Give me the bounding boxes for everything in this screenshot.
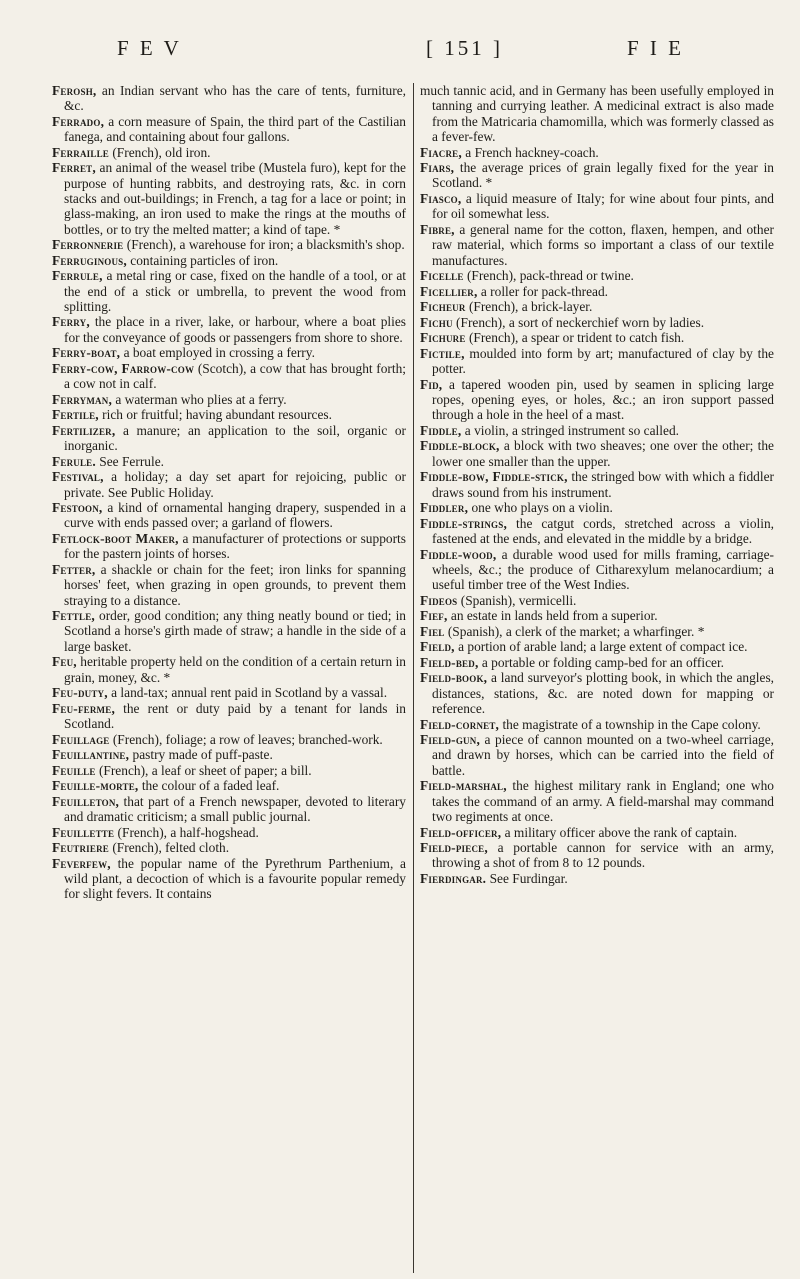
dictionary-entry <box>420 222 774 268</box>
entry-headword: Ferry-cow, Farrow-cow <box>52 360 195 376</box>
entry-definition: a tapered wooden pin, used by seamen in splicing large ropes, opening eyes, or holes, &c.; an iron support passed through a hole in the heel of a mast. <box>432 376 774 423</box>
entry-headword: Feuillette <box>52 824 115 840</box>
entry-headword: Fiddle-bow, Fiddle-stick, <box>420 469 568 485</box>
dictionary-entry <box>420 315 774 330</box>
entry-definition: the highest military rank in England; one who takes the command of an army. A field-marshal may command two regiments at once. <box>432 778 774 825</box>
dictionary-entry <box>52 732 406 747</box>
dictionary-entry <box>52 778 406 793</box>
dictionary-entry <box>420 871 774 886</box>
page-number: [ 151 ] <box>426 36 503 60</box>
entry-definition: a manufacturer of protections or supports for the pastern joints of horses. <box>64 530 406 562</box>
header-right-guideword: F I E <box>627 36 684 60</box>
entry-definition: (French), foliage; a row of leaves; branched-work. <box>109 731 383 747</box>
dictionary-entry <box>52 361 406 392</box>
entry-definition: a kind of ornamental hanging drapery, suspended in a curve with ends passed over; a garland of flowers. <box>64 500 406 531</box>
entry-headword: Fichu <box>420 314 453 330</box>
entry-headword: Fictile, <box>420 345 465 361</box>
dictionary-entry <box>52 825 406 840</box>
entry-headword: Fiars, <box>420 160 455 176</box>
dictionary-entry <box>420 639 774 654</box>
dictionary-entry <box>52 423 406 454</box>
entry-definition: one who plays on a violin. <box>468 500 613 516</box>
entry-definition: a liquid measure of Italy; for wine about four pints, and for oil somewhat less. <box>432 190 774 222</box>
entry-headword: Fetlock-boot Maker, <box>52 530 179 546</box>
entry-headword: Ferrule, <box>52 268 103 284</box>
dictionary-entry <box>420 284 774 299</box>
entry-headword: Fiel <box>420 623 445 639</box>
entry-headword: Fibre, <box>420 221 455 237</box>
right-column <box>420 83 774 1273</box>
dictionary-entry <box>52 562 406 608</box>
entry-headword: Field, <box>420 639 455 655</box>
entry-definition: the colour of a faded leaf. <box>138 778 280 794</box>
entry-headword: Ferosh, <box>52 83 97 98</box>
entry-definition: pastry made of puff-paste. <box>129 747 273 763</box>
text-columns <box>52 83 774 1273</box>
dictionary-entry <box>52 654 406 685</box>
dictionary-entry <box>52 531 406 562</box>
dictionary-entry <box>52 500 406 531</box>
dictionary-entry <box>420 516 774 547</box>
entry-definition: (French), a half-hogshead. <box>114 824 259 840</box>
entry-definition: a portion of arable land; a large extent of compact ice. <box>454 639 748 655</box>
running-header <box>52 36 774 70</box>
entry-headword: Ferrado, <box>52 113 105 129</box>
entry-definition: the average prices of grain legally fixed for the year in Scotland. * <box>432 160 774 191</box>
entry-definition: (French), a spear or trident to catch fish. <box>465 330 685 346</box>
entry-headword: Field-piece, <box>420 840 488 856</box>
entry-definition: an estate in lands held from a superior. <box>447 608 658 624</box>
entry-definition: the stringed bow with which a fiddler draws sound from his instrument. <box>432 469 774 500</box>
entry-headword: Fettle, <box>52 608 95 624</box>
dictionary-entry <box>52 407 406 422</box>
entry-definition: a land-tax; annual rent paid in Scotland by a vassal. <box>107 685 388 701</box>
entry-definition: (French), a warehouse for iron; a blacksmith's shop. <box>123 237 405 253</box>
entry-headword: Festoon, <box>52 500 103 516</box>
entry-definition: (French), pack-thread or twine. <box>463 268 634 284</box>
dictionary-entry <box>52 454 406 469</box>
entry-definition: a manure; an application to the soil, organic or inorganic. <box>64 422 406 454</box>
entry-headword: Fetter, <box>52 561 96 577</box>
entry-definition: (French), a brick-layer. <box>465 299 593 315</box>
dictionary-entry <box>420 191 774 222</box>
dictionary-entry <box>420 377 774 423</box>
dictionary-entry <box>420 423 774 438</box>
dictionary-entry <box>52 701 406 732</box>
entry-headword: Feutriere <box>52 840 109 856</box>
entry-headword: Ficheur <box>420 299 466 315</box>
entry-headword: Fiddle, <box>420 422 462 438</box>
dictionary-entry <box>52 253 406 268</box>
entry-definition: (French), old iron. <box>109 144 211 160</box>
entry-headword: Field-book, <box>420 670 488 686</box>
dictionary-entry <box>420 778 774 824</box>
entry-headword: Ferret, <box>52 160 96 176</box>
entry-definition: a piece of cannon mounted on a two-wheel carriage, and drawn by horses, which can be carried into the field of battle. <box>432 732 774 778</box>
entry-headword: Feu-ferme, <box>52 700 115 716</box>
dictionary-entry <box>420 299 774 314</box>
entry-definition: the catgut cords, stretched across a violin, fastened at the ends, and elevated in the middle by a bridge. <box>432 515 774 546</box>
entry-definition: a roller for pack-thread. <box>477 283 609 299</box>
entry-definition: a portable or folding camp-bed for an officer. <box>478 654 725 670</box>
dictionary-entry <box>420 330 774 345</box>
entry-headword: Fideos <box>420 592 458 608</box>
entry-definition: (Spanish), vermicelli. <box>457 592 577 608</box>
entry-definition: that part of a French newspaper, devoted to literary and dramatic criticism; a small public journal. <box>64 793 406 825</box>
entry-headword: Fichure <box>420 330 466 346</box>
dictionary-entry <box>52 160 406 237</box>
entry-headword: Feuille-morte, <box>52 778 139 794</box>
entry-definition: (Scotch), a cow that has brought forth; a cow not in calf. <box>64 360 406 392</box>
entry-definition: rich or fruitful; having abundant resources. <box>98 407 332 423</box>
dictionary-entry <box>52 763 406 778</box>
entry-definition: much tannic acid, and in Germany has been usefully employed in tanning and currying leather. A medicinal extract is also made from the Matricaria chamomilla, which was formerly classed as a fever-few. <box>420 83 774 145</box>
entry-headword: Field-bed, <box>420 654 479 670</box>
entry-headword: Fiddle-block, <box>420 438 500 454</box>
entry-headword: Fiasco, <box>420 190 462 206</box>
entry-headword: Fief, <box>420 608 448 624</box>
entry-definition: a durable wood used for mills framing, carriage-wheels, &c.; the produce of Citharexylum melanocardium; a useful timber tree of the West Indies. <box>432 546 774 593</box>
entry-headword: Feu, <box>52 654 77 670</box>
dictionary-entry <box>420 83 774 144</box>
entry-definition: a French hackney-coach. <box>461 144 599 160</box>
entry-headword: Ferruginous, <box>52 252 127 268</box>
dictionary-entry <box>52 747 406 762</box>
entry-definition: a land surveyor's plotting book, in which the angles, distances, stations, &c. are noted down for mapping or reference. <box>432 670 774 717</box>
entry-headword: Ferryman, <box>52 391 113 407</box>
entry-headword: Ferry-boat, <box>52 345 121 361</box>
entry-headword: Fiddle-wood, <box>420 546 497 562</box>
dictionary-entry <box>52 840 406 855</box>
entry-definition: heritable property held on the condition of a certain return in grain, money, &c. * <box>64 654 406 685</box>
entry-headword: Field-cornet, <box>420 716 500 732</box>
dictionary-entry <box>420 717 774 732</box>
entry-headword: Ficellier, <box>420 283 478 299</box>
entry-definition: the place in a river, lake, or harbour, where a boat plies for the conveyance of goods or passengers from shore to shore. <box>64 314 406 345</box>
dictionary-entry <box>420 268 774 283</box>
dictionary-entry <box>52 392 406 407</box>
entry-headword: Fiddle-strings, <box>420 515 508 531</box>
entry-definition: order, good condition; any thing neatly bound or tied; in Scotland a horse's girth made of straw; a handle in the side of a large basket. <box>64 608 406 654</box>
entry-headword: Feuilleton, <box>52 793 120 809</box>
entry-definition: See Ferrule. <box>95 453 164 469</box>
dictionary-entry <box>52 314 406 345</box>
entry-definition: the magistrate of a township in the Cape colony. <box>499 716 761 732</box>
entry-headword: Ferry, <box>52 314 90 330</box>
dictionary-entry <box>52 794 406 825</box>
entry-headword: Feverfew, <box>52 855 111 871</box>
column-divider <box>413 83 414 1273</box>
entry-headword: Ferronnerie <box>52 237 124 253</box>
entry-definition: an Indian servant who has the care of tents, furniture, &c. <box>64 83 406 114</box>
entry-headword: Festival, <box>52 469 104 485</box>
entry-headword: Fertilizer, <box>52 422 116 438</box>
entry-headword: Field-gun, <box>420 732 480 748</box>
entry-definition: moulded into form by art; manufactured of clay by the potter. <box>432 345 774 377</box>
dictionary-entry <box>420 655 774 670</box>
dictionary-entry <box>52 856 406 902</box>
dictionary-entry <box>420 608 774 623</box>
entry-definition: the rent or duty paid by a tenant for lands in Scotland. <box>64 700 406 732</box>
dictionary-entry <box>52 83 406 114</box>
dictionary-entry <box>420 500 774 515</box>
dictionary-entry <box>420 346 774 377</box>
entry-headword: Fid, <box>420 376 443 392</box>
dictionary-entry <box>52 608 406 654</box>
entry-headword: Field-marshal, <box>420 778 507 794</box>
entry-definition: a block with two sheaves; one over the other; the lower one smaller than the upper. <box>432 438 774 469</box>
entry-headword: Fertile, <box>52 407 99 423</box>
dictionary-entry <box>52 268 406 314</box>
dictionary-entry <box>420 825 774 840</box>
dictionary-entry <box>52 469 406 500</box>
entry-definition: a military officer above the rank of captain. <box>501 824 738 840</box>
entry-definition: (French), a leaf or sheet of paper; a bill. <box>95 762 312 778</box>
header-left-guideword: F E V <box>117 36 182 60</box>
entry-definition: the popular name of the Pyrethrum Parthenium, a wild plant, a decoction of which is a favourite popular remedy for slight fevers. It contains <box>64 855 406 902</box>
entry-headword: Ferule. <box>52 453 96 469</box>
dictionary-entry <box>52 345 406 360</box>
entry-definition: containing particles of iron. <box>126 252 279 268</box>
entry-definition: a holiday; a day set apart for rejoicing, public or private. See Public Holiday. <box>64 469 406 500</box>
entry-headword: Fiddler, <box>420 500 469 516</box>
entry-definition: (French), felted cloth. <box>109 840 230 856</box>
dictionary-entry <box>420 624 774 639</box>
dictionary-entry <box>52 145 406 160</box>
dictionary-entry <box>420 670 774 716</box>
dictionary-entry <box>420 593 774 608</box>
dictionary-entry <box>420 547 774 593</box>
entry-headword: Feuillantine, <box>52 747 130 763</box>
entry-headword: Feuille <box>52 762 96 778</box>
dictionary-entry <box>52 685 406 700</box>
entry-definition: a general name for the cotton, flaxen, hempen, and other raw material, which forms so important a class of our textile manufactures. <box>432 221 774 268</box>
entry-headword: Fierdingar. <box>420 870 487 886</box>
entry-definition: See Furdingar. <box>486 870 568 886</box>
dictionary-entry <box>52 237 406 252</box>
dictionary-entry <box>420 438 774 469</box>
dictionary-entry <box>420 160 774 191</box>
entry-definition: a boat employed in crossing a ferry. <box>120 345 315 361</box>
entry-definition: (French), a sort of neckerchief worn by ladies. <box>452 314 705 330</box>
dictionary-entry <box>420 469 774 500</box>
dictionary-entry <box>52 114 406 145</box>
entry-definition: a metal ring or case, fixed on the handle of a tool, or at the end of a stick or umbrella, to prevent the wood from splitting. <box>64 268 406 314</box>
entry-headword: Field-officer, <box>420 824 502 840</box>
entry-headword: Feuillage <box>52 731 110 747</box>
entry-headword: Feu-duty, <box>52 685 108 701</box>
entry-definition: a waterman who plies at a ferry. <box>112 391 287 407</box>
entry-definition: a violin, a stringed instrument so called. <box>461 422 679 438</box>
dictionary-entry <box>420 145 774 160</box>
dictionary-entry <box>420 840 774 871</box>
dictionary-entry <box>420 732 774 778</box>
left-column <box>52 83 406 1273</box>
entry-definition: a portable cannon for service with an army, throwing a shot of from 8 to 12 pounds. <box>432 840 774 871</box>
entry-definition: an animal of the weasel tribe (Mustela furo), kept for the purpose of hunting rabbits, and destroying rats, &c. in corn stacks and out-buildings; in French, a tag for a lace or point; in glass-making, an iron used to make the rings at the mouths of bottles, or to try the melted matter; a kind of tape. * <box>64 160 406 237</box>
entry-definition: a corn measure of Spain, the third part of the Castilian fanega, and containing about four gallons. <box>64 113 406 145</box>
entry-headword: Ficelle <box>420 268 464 284</box>
entry-definition: (Spanish), a clerk of the market; a wharfinger. * <box>444 623 705 639</box>
entry-definition: a shackle or chain for the feet; iron links for spanning horses' feet, when grazing in open grounds, to prevent them straying to a distance. <box>64 561 406 608</box>
entry-headword: Ferraille <box>52 144 109 160</box>
entry-headword: Fiacre, <box>420 144 462 160</box>
